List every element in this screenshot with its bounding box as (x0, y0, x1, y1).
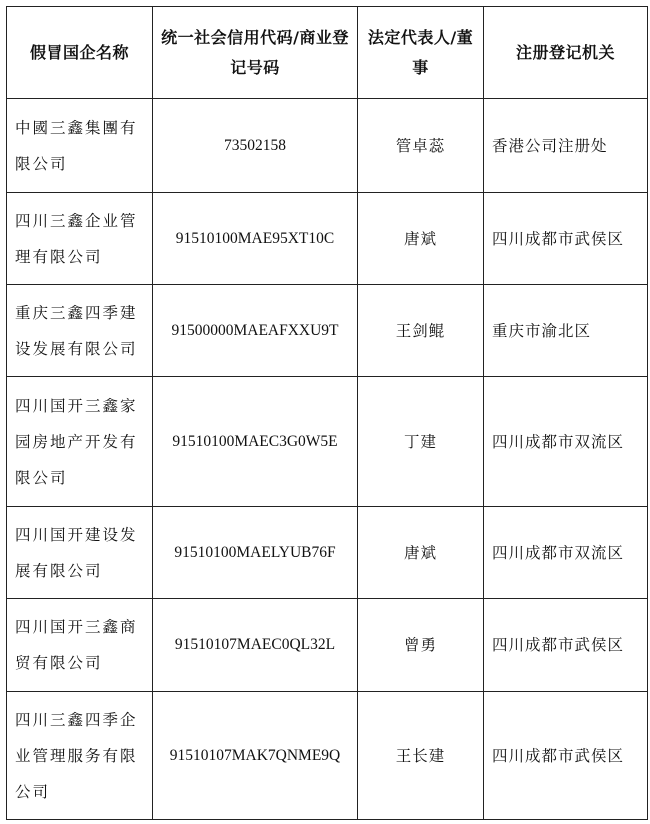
company-name: 四川三鑫企业管理有限公司 (7, 193, 153, 285)
credit-code: 91510100MAELYUB76F (153, 507, 358, 599)
legal-representative: 管卓蕊 (358, 99, 484, 193)
credit-code: 91510107MAK7QNME9Q (153, 692, 358, 820)
credit-code: 91510100MAE95XT10C (153, 193, 358, 285)
table-header (7, 7, 648, 99)
company-name: 四川国开三鑫家园房地产开发有限公司 (7, 377, 153, 507)
registration-authority: 四川成都市武侯区 (484, 193, 648, 285)
table-body (7, 99, 648, 820)
credit-code: 73502158 (153, 99, 358, 193)
legal-representative: 唐斌 (358, 507, 484, 599)
registration-authority: 重庆市渝北区 (484, 285, 648, 377)
fake-soe-table (6, 6, 648, 820)
table-row (7, 599, 648, 692)
credit-code: 91510100MAEC3G0W5E (153, 377, 358, 507)
table-row (7, 692, 648, 820)
table-row (7, 99, 648, 193)
header-row (7, 7, 648, 99)
company-name: 中國三鑫集團有限公司 (7, 99, 153, 193)
legal-representative: 王剑鲲 (358, 285, 484, 377)
table-row (7, 507, 648, 599)
credit-code: 91500000MAEAFXXU9T (153, 285, 358, 377)
credit-code: 91510107MAEC0QL32L (153, 599, 358, 692)
registration-authority: 四川成都市武侯区 (484, 599, 648, 692)
header-rep: 法定代表人/董事 (358, 7, 484, 99)
registration-authority: 四川成都市双流区 (484, 507, 648, 599)
company-name: 四川国开三鑫商贸有限公司 (7, 599, 153, 692)
registration-authority: 四川成都市双流区 (484, 377, 648, 507)
header-name: 假冒国企名称 (7, 7, 153, 99)
table-row (7, 285, 648, 377)
legal-representative: 唐斌 (358, 193, 484, 285)
legal-representative: 王长建 (358, 692, 484, 820)
table-row (7, 377, 648, 507)
company-name: 四川三鑫四季企业管理服务有限公司 (7, 692, 153, 820)
legal-representative: 曾勇 (358, 599, 484, 692)
registration-authority: 四川成都市武侯区 (484, 692, 648, 820)
table-row (7, 193, 648, 285)
registration-authority: 香港公司注册处 (484, 99, 648, 193)
company-name: 重庆三鑫四季建设发展有限公司 (7, 285, 153, 377)
legal-representative: 丁建 (358, 377, 484, 507)
company-name: 四川国开建设发展有限公司 (7, 507, 153, 599)
header-authority: 注册登记机关 (484, 7, 648, 99)
header-code: 统一社会信用代码/商业登记号码 (153, 7, 358, 99)
